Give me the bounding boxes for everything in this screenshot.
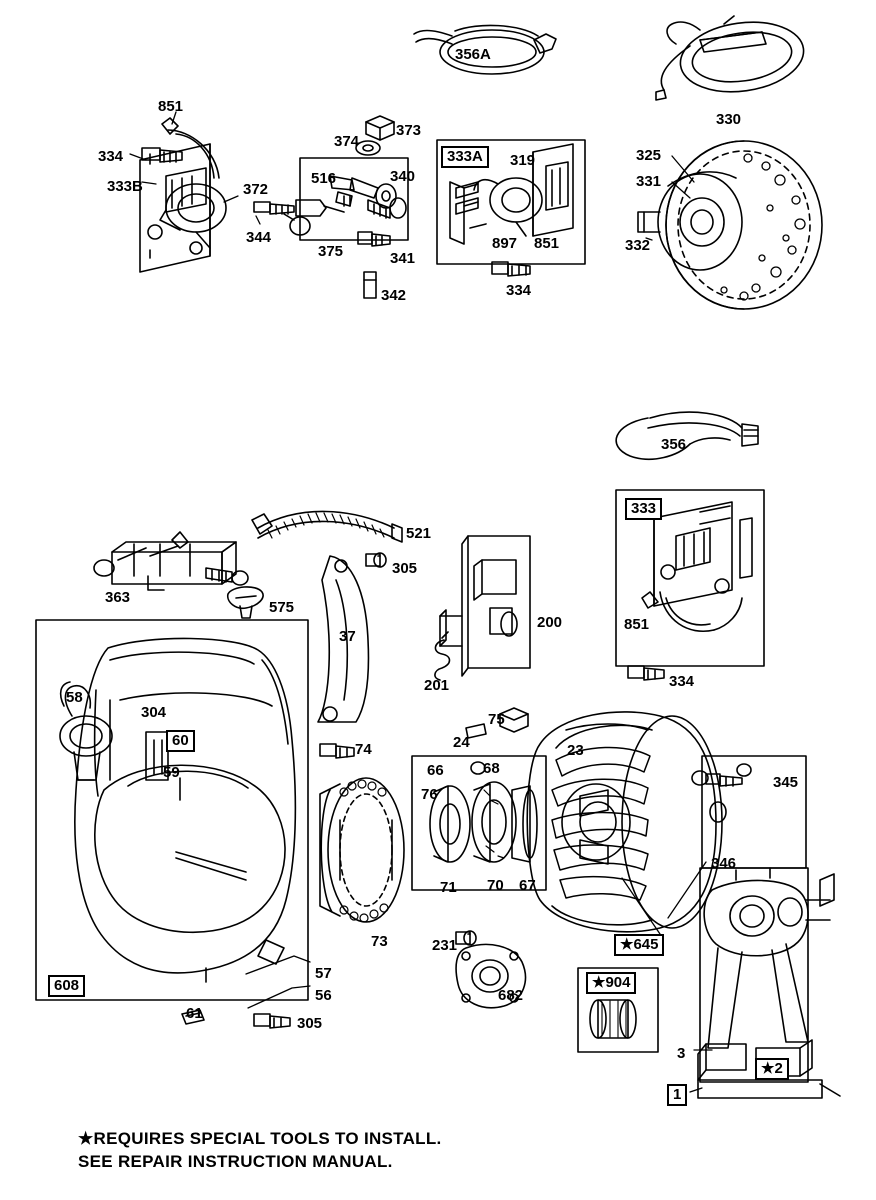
part-330-armature-lead bbox=[656, 15, 808, 100]
callout-68: 68 bbox=[483, 760, 500, 777]
callout-334-center: 334 bbox=[506, 282, 532, 299]
callout-356A: 356A bbox=[455, 46, 491, 63]
callout-67: 67 bbox=[519, 877, 536, 894]
callout-516: 516 bbox=[311, 170, 337, 187]
callout-74: 74 bbox=[355, 741, 372, 758]
callout-333B: 333B bbox=[107, 178, 143, 195]
callout-372: 372 bbox=[243, 181, 269, 198]
callout-374: 374 bbox=[334, 133, 360, 150]
part-305-screw-top bbox=[366, 553, 386, 567]
callout-231: 231 bbox=[432, 937, 458, 954]
part-201-spring bbox=[435, 632, 450, 680]
callout-305-bottom: 305 bbox=[297, 1015, 323, 1032]
callout-904: ★904 bbox=[586, 972, 636, 994]
part-341-screw bbox=[358, 232, 390, 246]
part-521-spring bbox=[252, 511, 402, 542]
leaders-333B bbox=[130, 112, 260, 224]
callout-319: 319 bbox=[510, 152, 536, 169]
callout-73: 73 bbox=[371, 933, 388, 950]
callout-201: 201 bbox=[424, 677, 450, 694]
callout-75: 75 bbox=[488, 711, 505, 728]
callout-346: 346 bbox=[711, 855, 737, 872]
callout-23: 23 bbox=[567, 742, 584, 759]
callout-330: 330 bbox=[716, 111, 742, 128]
callout-851-333: 851 bbox=[624, 616, 650, 633]
callout-575: 575 bbox=[269, 599, 295, 616]
callout-332: 332 bbox=[625, 237, 651, 254]
callout-37: 37 bbox=[339, 628, 356, 645]
callout-334-right: 334 bbox=[669, 673, 695, 690]
part-334-screw-right bbox=[628, 666, 664, 680]
callout-3: 3 bbox=[677, 1045, 686, 1062]
callout-521: 521 bbox=[406, 525, 432, 542]
callout-24: 24 bbox=[453, 734, 470, 751]
callout-61: 61 bbox=[186, 1005, 203, 1022]
callout-334-left: 334 bbox=[98, 148, 124, 165]
callout-851-333A: 851 bbox=[534, 235, 560, 252]
part-345-cup bbox=[702, 756, 806, 868]
callout-305-top: 305 bbox=[392, 560, 418, 577]
callout-373: 373 bbox=[396, 122, 422, 139]
callout-71: 71 bbox=[440, 879, 457, 896]
callout-356: 356 bbox=[661, 436, 687, 453]
part-74-screw bbox=[320, 744, 354, 758]
callout-342: 342 bbox=[381, 287, 407, 304]
callout-58: 58 bbox=[66, 689, 83, 706]
callout-56: 56 bbox=[315, 987, 332, 1004]
part-608-housing-box bbox=[36, 620, 308, 1000]
footnote-line-1: ★REQUIRES SPECIAL TOOLS TO INSTALL. bbox=[78, 1129, 442, 1148]
callout-345: 345 bbox=[773, 774, 799, 791]
callout-375: 375 bbox=[318, 243, 344, 260]
part-305-screw-bottom bbox=[254, 1014, 290, 1028]
callout-2: ★2 bbox=[755, 1058, 789, 1080]
part-325-flywheel bbox=[638, 141, 822, 309]
part-200-plate bbox=[440, 536, 530, 676]
part-304-blower-housing bbox=[75, 638, 296, 982]
callout-851-upper-left: 851 bbox=[158, 98, 184, 115]
callout-341: 341 bbox=[390, 250, 416, 267]
part-363-control bbox=[94, 532, 248, 590]
callout-57: 57 bbox=[315, 965, 332, 982]
footnote-line-2: SEE REPAIR INSTRUCTION MANUAL. bbox=[78, 1151, 393, 1171]
part-231-screw bbox=[456, 931, 476, 945]
part-333B-bracket bbox=[140, 118, 226, 272]
callout-59: 59 bbox=[163, 764, 180, 781]
callout-608: 608 bbox=[48, 975, 85, 997]
callout-344: 344 bbox=[246, 229, 272, 246]
callout-70: 70 bbox=[487, 877, 504, 894]
leaders-bottom bbox=[690, 1050, 712, 1092]
part-23-flywheel bbox=[527, 712, 722, 932]
part-575-knob bbox=[228, 587, 263, 618]
callout-645: ★645 bbox=[614, 934, 664, 956]
part-73-rotating-screen bbox=[320, 778, 404, 922]
special-tools-footnote bbox=[78, 1128, 578, 1174]
callout-200: 200 bbox=[537, 614, 563, 631]
callout-60: 60 bbox=[166, 730, 195, 752]
callout-1: 1 bbox=[667, 1084, 687, 1106]
callout-682: 682 bbox=[498, 987, 524, 1004]
part-645-leader bbox=[622, 878, 660, 934]
callout-340: 340 bbox=[390, 168, 416, 185]
callout-897: 897 bbox=[492, 235, 518, 252]
part-356-lead bbox=[616, 412, 758, 459]
callout-363: 363 bbox=[105, 589, 131, 606]
callout-304: 304 bbox=[141, 704, 167, 721]
callout-333A: 333A bbox=[441, 146, 489, 168]
callout-66: 66 bbox=[427, 762, 444, 779]
callout-76: 76 bbox=[421, 786, 438, 803]
callout-331: 331 bbox=[636, 173, 662, 190]
part-373-374-nut-washer bbox=[356, 116, 394, 155]
part-342-pin bbox=[364, 272, 376, 298]
callout-325: 325 bbox=[636, 147, 662, 164]
callout-333: 333 bbox=[625, 498, 662, 520]
